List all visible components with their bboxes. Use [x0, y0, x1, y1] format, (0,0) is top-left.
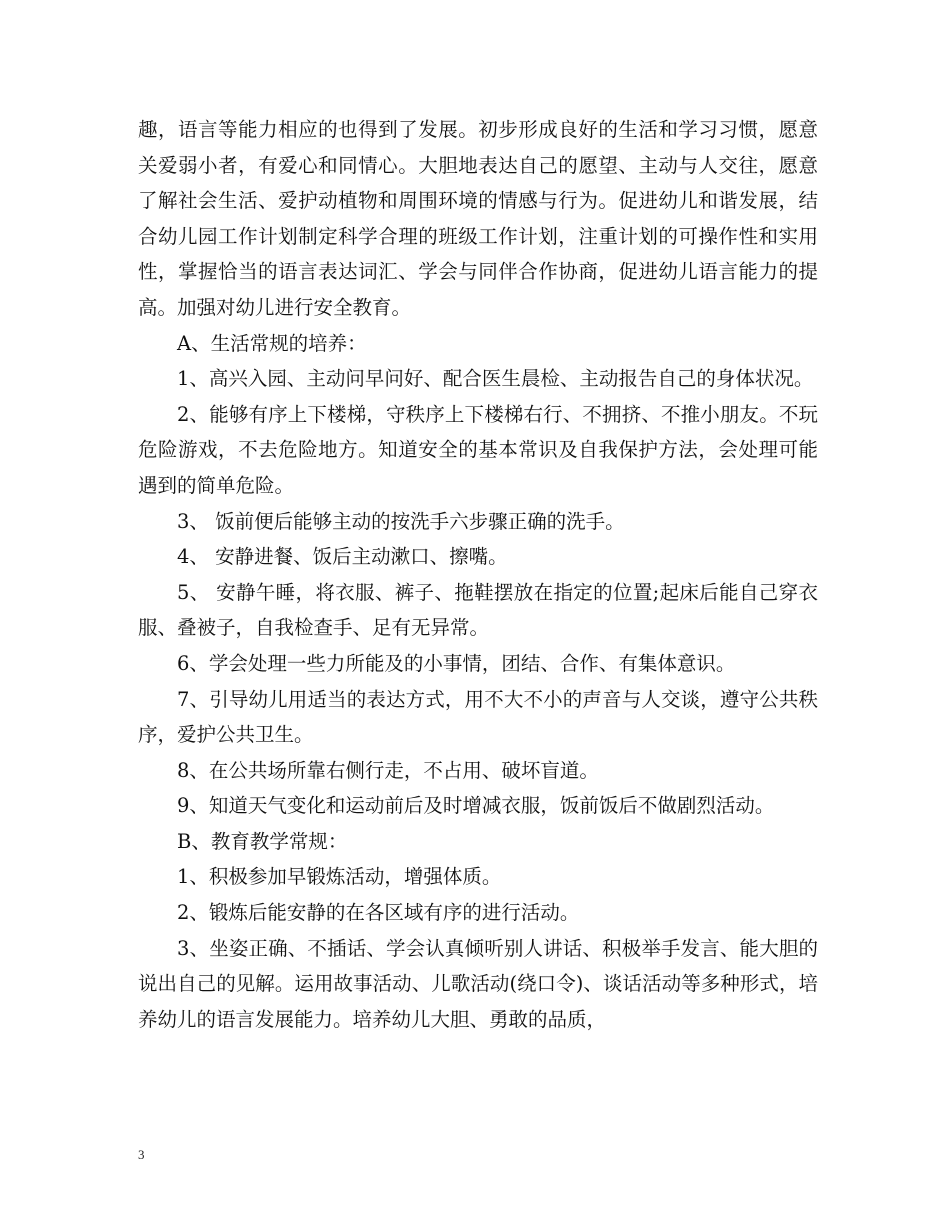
document-body [138, 112, 818, 1037]
section-heading-b: B、教育教学常规： [177, 829, 348, 853]
list-item-a2: 2、能够有序上下楼梯，守秩序上下楼梯右行、不拥挤、不推小朋友。不玩危险游戏，不去危险地方。知道安全的基本常识及自我保护方法，会处理可能遇到的简单危险。 [138, 402, 818, 497]
list-item-b3: 3、坐姿正确、不插话、学会认真倾听别人讲话、积极举手发言、能大胆的说出自己的见解。运用故事活动、儿歌活动(绕口令)、谈话活动等多种形式，培养幼儿的语言发展能力。培养幼儿大胆、勇敢的品质， [138, 936, 818, 1031]
list-item-a9: 9、知道天气变化和运动前后及时增减衣服，饭前饭后不做剧烈活动。 [177, 794, 775, 818]
list-item-b2: 2、锻炼后能安静的在各区域有序的进行活动。 [177, 901, 580, 925]
list-item-a6: 6、学会处理一些力所能及的小事情，团结、合作、有集体意识。 [177, 651, 736, 675]
list-item-a4: 4、 安静进餐、饭后主动漱口、擦嘴。 [177, 545, 508, 569]
page-number: 3 [138, 1147, 145, 1162]
list-item-a3: 3、 饭前便后能够主动的按洗手六步骤正确的洗手。 [177, 509, 625, 533]
paragraph-continuation: 趣，语言等能力相应的也得到了发展。初步形成良好的生活和学习习惯，愿意关爱弱小者，有爱心和同情心。大胆地表达自己的愿望、主动与人交往，愿意了解社会生活、爱护动植物和周围环境的情感与行为。促进幼儿和谐发展，结合幼儿园工作计划制定科学合理的班级工作计划，注重计划的可操作性和实用性，掌握恰当的语言表达词汇、学会与同伴合作协商，促进幼儿语言能力的提高。加强对幼儿进行安全教育。 [138, 118, 818, 319]
list-item-a8: 8、在公共场所靠右侧行走，不占用、破坏盲道。 [177, 758, 599, 782]
section-heading-a: A、生活常规的培养： [177, 331, 367, 355]
list-item-a1: 1、高兴入园、主动问早问好、配合医生晨检、主动报告自己的身体状况。 [177, 367, 814, 391]
list-item-b1: 1、积极参加早锻炼活动，增强体质。 [177, 865, 502, 889]
list-item-a7: 7、引导幼儿用适当的表达方式，用不大不小的声音与人交谈，遵守公共秩序，爱护公共卫生。 [138, 687, 818, 747]
list-item-a5: 5、 安静午睡，将衣服、裤子、拖鞋摆放在指定的位置;起床后能自己穿衣服、叠被子，自我检查手、足有无异常。 [138, 580, 818, 640]
